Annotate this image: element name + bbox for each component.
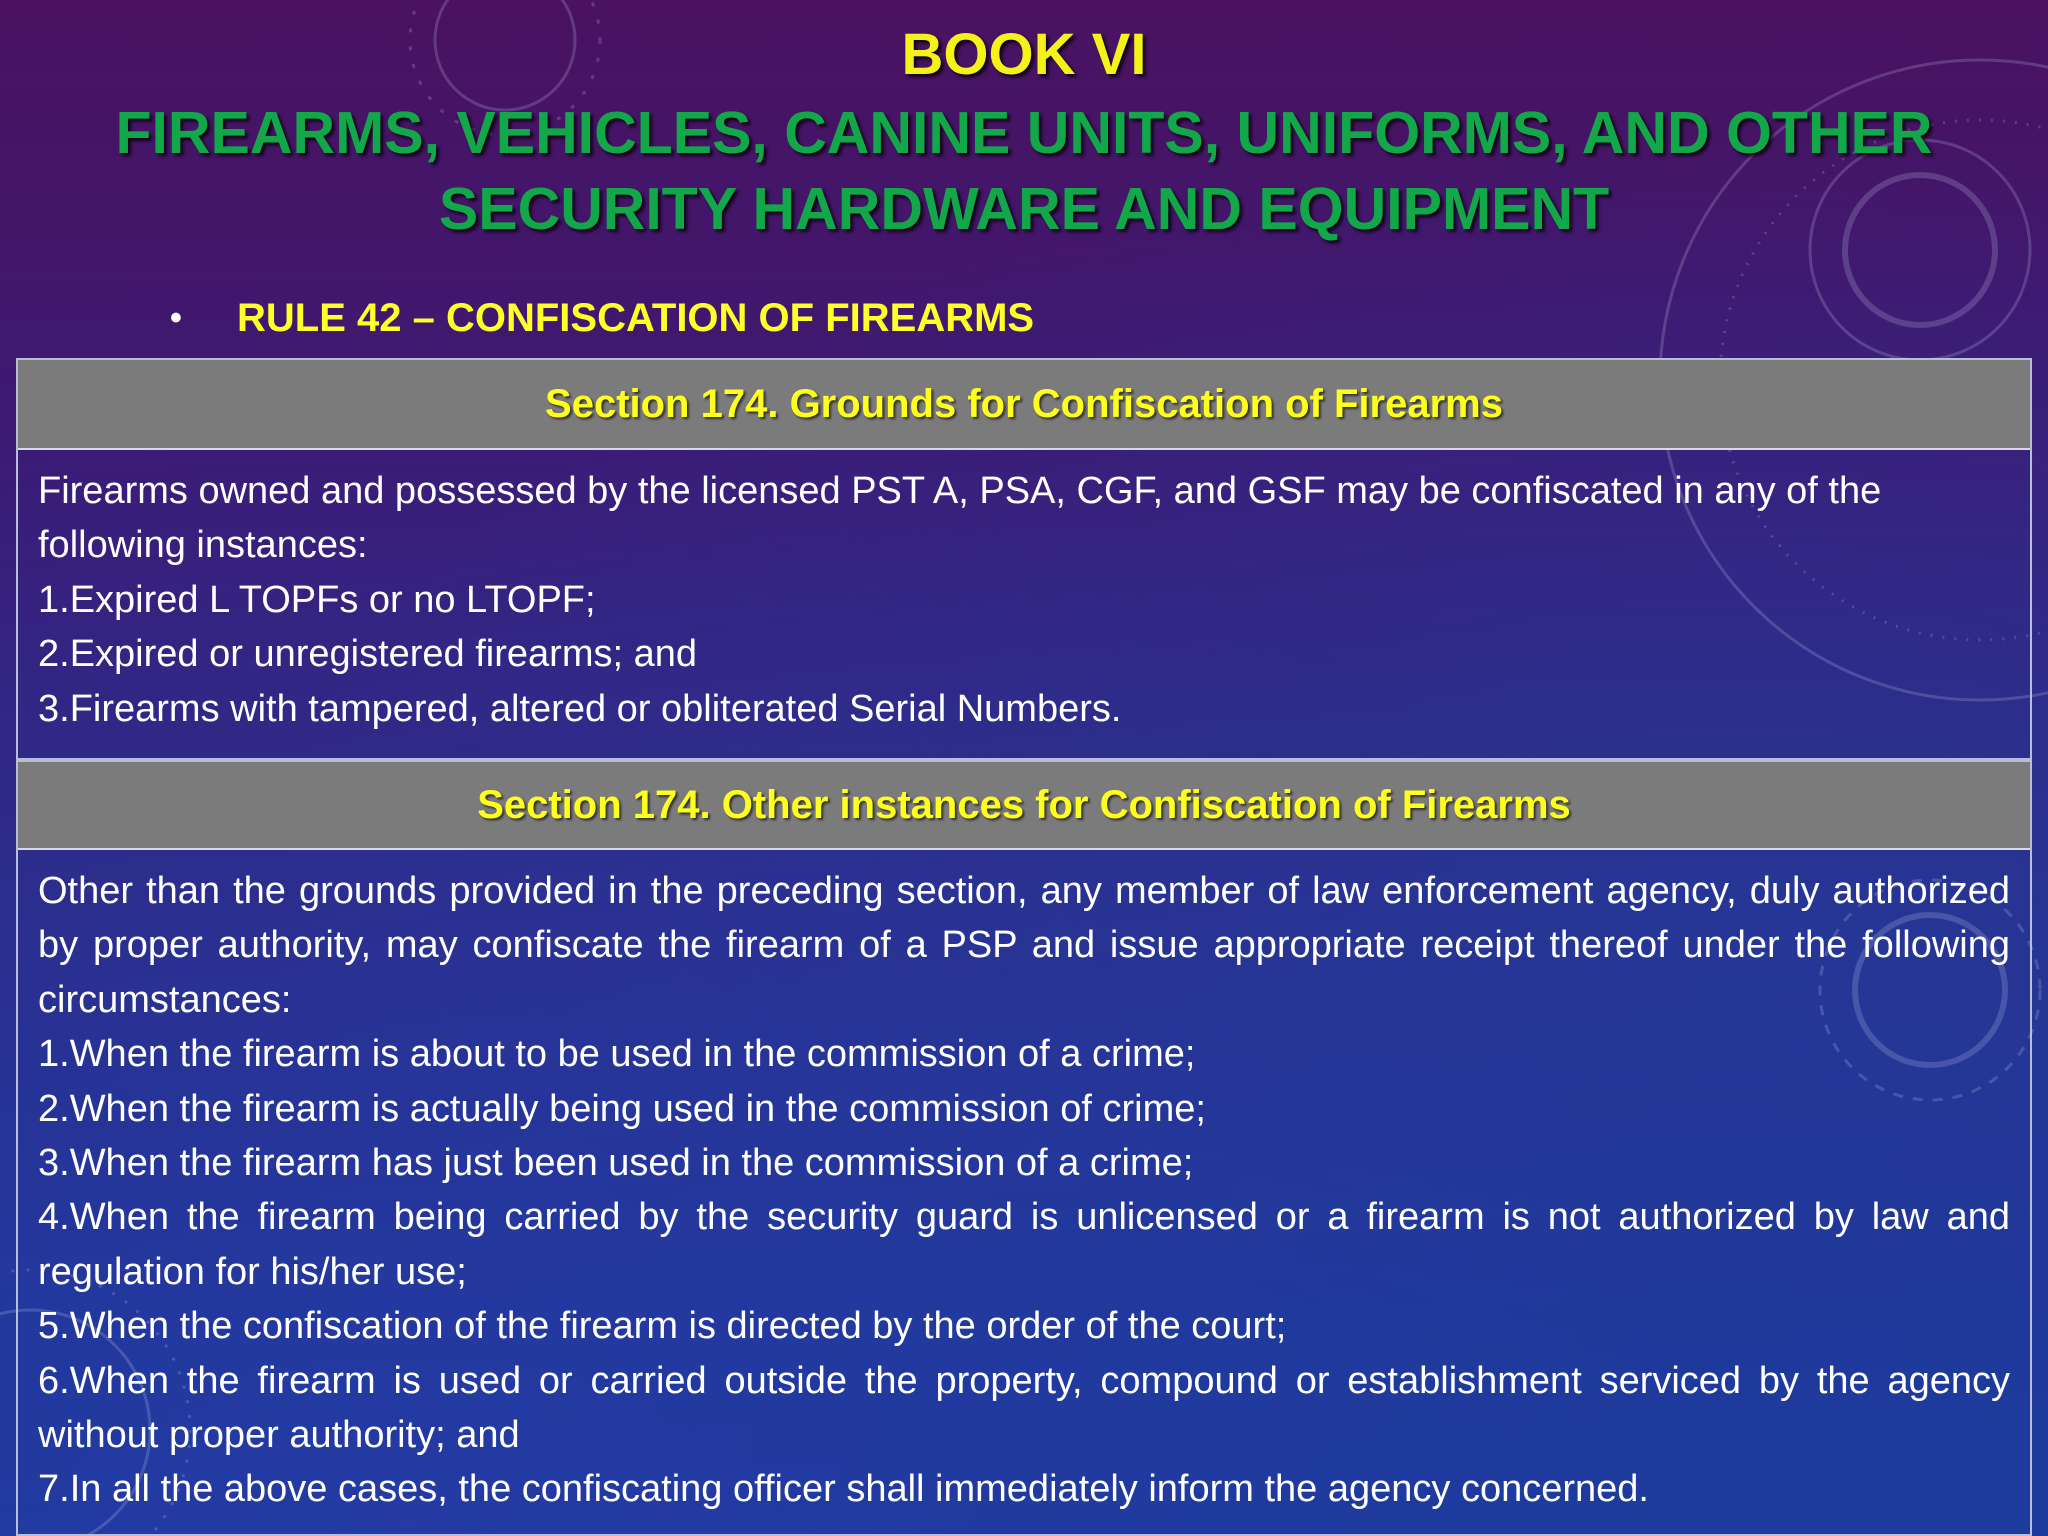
bullet-icon: • <box>170 299 182 337</box>
section-174-grounds-panel <box>16 358 2032 760</box>
list-item: 2.When the firearm is actually being used in the commission of crime; <box>38 1087 1206 1130</box>
list-item: 5.When the confiscation of the firearm is directed by the order of the court; <box>38 1305 1287 1348</box>
list-item: 4.When the firearm being carried by the security guard is unlicensed or a firearm is not authorized by law and regulation for his/her use; <box>38 1196 2010 1293</box>
list-item: 1.Expired L TOPFs or no LTOPF; <box>38 578 596 621</box>
book-title: BOOK VI <box>901 22 1147 87</box>
list-item: 7.In all the above cases, the confiscating officer shall immediately inform the agency concerned. <box>38 1468 1649 1511</box>
section-heading: Section 174. Other instances for Confiscation of Firearms <box>18 762 2030 850</box>
section-intro: Other than the grounds provided in the preceding section, any member of law enforcement agency, duly authorized by proper authority, may confiscate the firearm of a PSP and issue appropriate receipt thereof under the following circumstances: <box>38 870 2010 1021</box>
rule-heading <box>170 290 1034 346</box>
list-item: 2.Expired or unregistered firearms; and <box>38 633 697 676</box>
section-body <box>18 450 2030 736</box>
main-title: FIREARMS, VEHICLES, CANINE UNITS, UNIFORMS, AND OTHER SECURITY HARDWARE AND EQUIPMENT <box>115 100 1933 242</box>
section-174-other-instances-panel <box>16 760 2032 1536</box>
section-heading: Section 174. Grounds for Confiscation of Firearms <box>18 360 2030 450</box>
section-intro: Firearms owned and possessed by the licensed PST A, PSA, CGF, and GSF may be confiscated in any of the following instances: <box>38 470 1882 567</box>
list-item: 1.When the firearm is about to be used in the commission of a crime; <box>38 1033 1196 1076</box>
list-item: 3.When the firearm has just been used in the commission of a crime; <box>38 1142 1194 1185</box>
list-item: 6.When the firearm is used or carried outside the property, compound or establishment serviced by the agency without proper authority; and <box>38 1359 2010 1457</box>
rule-label: RULE 42 – CONFISCATION OF FIREARMS <box>237 296 1035 340</box>
list-item: 3.Firearms with tampered, altered or obliterated Serial Numbers. <box>38 687 1122 730</box>
section-body <box>18 850 2030 1517</box>
